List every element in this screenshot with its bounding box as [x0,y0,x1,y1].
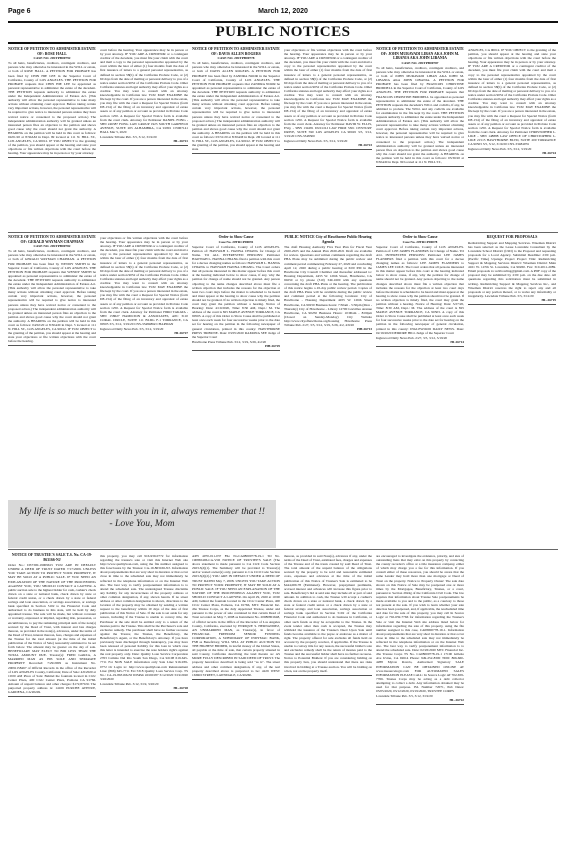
page-header [8,6,558,20]
notice-column [376,553,464,841]
section-title: PUBLIC NOTICES [215,24,351,40]
notice-column [284,553,372,841]
notice-case-number: CASE NO. 20STPB00782 [33,244,71,249]
legal-notice [284,235,372,334]
notice-title: REQUEST FOR PROPOSALS [486,235,538,239]
notice-id: HI-26714 [450,339,464,344]
legal-notice [376,47,464,167]
notice-title: Order to Show Cause [402,235,438,239]
header-rule [8,21,558,23]
notice-case-number: CASE NO. 20STPB00778 [217,56,255,61]
notice-title: NOTICE OF TRUSTEE'S SALE T.S. No. CA-19-863166-NJ [11,553,93,562]
personal-message-text: My life is so much better with you in it, always remember that !! [19,506,265,517]
legal-notice [8,235,96,346]
notice-body: court before the hearing. Your appearance may be in person or by your attorney. IF YOU ARE A CREDITOR or a contingent creditor of the decedent, you must file your claim with the court and mail a copy to the personal representative appointed by the court within the later of either (1) four months from the date of first issuance of letters to a general personal representative, as defined in section 58(b) of the California Probate Code, or (2) 60 days from the date of mailing or personal delivery to you of a notice under section 9052 of the California Probate Code. Other California statutes and legal authority may affect your rights as a creditor. You may want to consult with an attorney knowledgeable in California law. YOU MAY EXAMINE the file kept by the court. If you are a person interested in the estate, you may file with the court a Request for Special Notice (form DE-154) of the filing of an inventory and appraisal of estate assets or of any petition or account as provided in Probate Code section 1250. A Request for Special Notice form is available from the court clerk. Attorney for Petitioner DANIEL FONG - SBN 246387 FONG LAW GROUP 1925 SOUTH GARFIELD AVENUE, SUITE 205 ALHAMBRA, CA 91801 CN967141 HALL Mar 5, 2020 [100,48,188,134]
personal-message-signature: - Love You, Mom [109,518,175,529]
notice-body: ANGELES, CA 90012. IF YOU OBJECT to the granting of the petition, you should appear at the hearing and state your objections or file written objections with the court before the hearing. Your appearance may be in person or by your attorney. IF YOU ARE A CREDITOR or a contingent creditor of the decedent, you must file your claim with the court and mail a copy to the personal representative appointed by the court within the later of either (1) four months from the date of first issuance of letters to a general personal representative, as defined in section 58(b) of the California Probate Code, or (2) 60 days from the date of mailing or personal delivery to you of a notice under section 9052 of the California Probate Code. Other California statutes and legal authority may affect your rights as a creditor. You may want to consult with an attorney knowledgeable in California law. YOU MAY EXAMINE the file kept by the court. If you are a person interested in the estate, you may file with the court a Request for Special Notice (form DE-154) of the filing of an inventory and appraisal of estate assets or of any petition or account as provided in Probate Code section 1250. A Request for Special Notice form is available from the court clerk. Attorney for Petitioner CHRISTOPHER L. LIKE - SBN 148888 LAW OFFICE OF CHRISTOPHER L. LIKE 21515 HAWTHORNE BLVD, SUITE 200 TORRANCE CA 90503 3/5, 3/12, 3/19/20 CNS-3348497# [468,48,556,147]
notice-body: Superior Court of California, County of LOS ANGELES. Petition of: LEE JAMES FLANDERS for Change of Name. TO ALL INTERESTED PERSONS: Petitioner LEE JAMES FLANDERS filed a petition with this court for a decree changing names as follows: LEE JAMES FLANDERS to JAMES LEE COLE. The Court orders that all persons interested in this matter appear before this court at the hearing indicated below to show cause, if any, why the petition for change of name should not be granted. Any person objecting to the name changes described above must file a written objection that includes the reasons for the objection at least two court days before the matter is scheduled to be heard and must appear at the hearing to show cause why the petition should not be granted. If no written objection is timely filed, the court may grant the petition without a hearing. Notice of Hearing: Date: 3/27/20, Time: 8:30 AM, Dept.: M. The address of the court is 825 MAPLE AVENUE TORRANCE, CA 90503. A copy of this Order to Show Cause shall be published at least once each week for four successive weeks prior to the date set for hearing on the petition in the following newspaper of general circulation, printed in this county: INGLEWOOD DAILY NEWS. Date: 02/19/2020 DEIRDRE HILL Judge of the Superior Court [376,244,464,335]
legal-notice [100,554,188,693]
notice-column [468,235,556,495]
legal-notice [284,554,372,676]
notice-id: HH-26729 [265,343,280,348]
notice-id: HI-26723 [358,143,372,148]
notice-column [284,235,372,495]
notice-column [100,553,188,841]
legal-notice [468,48,556,158]
notice-title: NOTICE OF PETITION TO ADMINISTER ESTATE OF: ROSE HALL [8,47,96,56]
notice-publication-dates: Inglewood Daily News Pub. 3/5, 3/12, 3/19/20 [100,327,164,332]
notice-column [192,553,280,841]
personal-message-box [8,500,276,548]
row-separator-rule [8,232,558,233]
notice-column [8,235,96,495]
notice-column [8,553,96,841]
notice-body: Superior Court of California, County of LOS ANGELES. Petition of: HAWWAH L. HANNA CHIANG for Change of Name. TO ALL INTERESTED PERSONS: Petitioner HAWWAH L. HANNA CHIANG filed a petition with this court for a decree changing names as follows: HAWWAH L. HANNA CHIANG to HAWWAH HANNA CHIANG. The Court orders that all persons interested in this matter appear before this court at the hearing indicated below to show cause, if any, why the petition for change of name should not be granted. Any person objecting to the name changes described above must file a written objection that includes the reasons for the objection at least two court days before the matter is scheduled to be heard and must appear at the hearing to show cause why the petition should not be granted. If no written objection is timely filed, the court may grant the petition without a hearing. Notice of Hearing: Date: 4/10/2020, Time: 8:30 AM, Dept.: M. The address of the court is 825 MAPLE AVENUE TORRANCE, CA 90503. A copy of this Order to Show Cause shall be published at least once each week for four successive weeks prior to the date set for hearing on the petition in the following newspaper of general circulation, printed in this county: HAWTHORNE PRESS TRIBUNE. Date: 03/05/2020 RAMONA SEE Judge of the Superior Court [192,244,280,339]
notice-column [8,47,96,230]
legal-notice [376,235,464,347]
notice-title: PUBLIC NOTICE City of Hawthorne Public Hearing Agenda [284,235,372,244]
legal-notice [8,47,96,158]
page-number: Page 6 [8,8,31,15]
notice-column [100,47,188,230]
notice-publication-dates: Hawthorne Press Tribune Pub. 3/12, 3/19, 3/26, 4/2/20 [192,339,267,344]
section-rule [8,42,558,44]
notice-case-number: CASE NO. 20STPB00787 [401,60,439,65]
notice-body: To all heirs, beneficiaries, creditors, contingent creditors, and persons who may otherwise be interested in the WILL or estate, or both of ROSE HALL. A PETITION FOR PROBATE has been filed by CHIN HIE LEE in the Superior Court of California, County of LOS ANGELES. THE PETITION FOR PROBATE requests that CHIN HIE LEE be appointed as personal representative to administer the estate of the decedent. THE PETITION requests authority to administer the estate under the Independent Administration of Estates Act. (This authority will allow the personal representative to take many actions without obtaining court approval. Before taking certain very important actions, however, the personal representative will be required to give notice to interested persons unless they have waived notice or consented to the proposed action.) The independent administration authority will be granted unless an interested person files an objection to the petition and shows good cause why the court should not grant the authority. A HEARING on the petition will be held in this court as follows: 04/01/20 at 8:30AM in Dept. 99 located at 111 N. HILL ST., LOS ANGELES, CA 90012. IF YOU OBJECT to the granting of the petition, you should appear at the hearing and state your objections or file written objections with the court before the hearing. Your appearance may be in person or by your attorney. [8,61,96,156]
notice-title: NOTICE OF PETITION TO ADMINISTER ESTATE OF: JOHN MURAVADI LIBAN AKA JOHN M. LIBANIA AKA JOHN LIBANIA [376,47,464,61]
legal-notice [100,236,188,338]
notice-body: To all heirs, beneficiaries, creditors, contingent creditors, and persons who may otherwise be interested in the WILL or estate, or both of JOHN MURAVADI LIBAN AKA JOHN M. LIBANIA AKA JOHN LIBANIA. A PETITION FOR PROBATE has been filed by FRANCOIS CHRISTINE BRIDDELL in the Superior Court of California, County of LOS ANGELES. THE PETITION FOR PROBATE requests that FRANCOIS CHRISTINE BRIDDELL be appointed as personal representative to administer the estate of the decedent. THE PETITION requests the decedent's WILL and codicils, if any, be admitted to probate. The WILL and any codicils are available for examination in the file kept by the court. THE PETITION requests authority to administer the estate under the Independent Administration of Estates Act. (This authority will allow the personal representative to take many actions without obtaining court approval. Before taking certain very important actions, however, the personal representative will be required to give notice to interested persons unless they have waived notice or consented to the proposed action.) The independent administration authority will be granted unless an interested person files an objection to the petition and shows good cause why the court should not grant the authority. A HEARING on the petition will be held in this court as follows: 03/30/20 at 8:30AM in Dept. 99 located at 111 N. HILL ST., [376,65,464,165]
notice-case-number: Case No. 20TRCP00078 [402,239,438,244]
notice-case-number: CASE NO. 20STPB00792 [33,56,71,61]
notice-publication-dates: Lawndale Tribune Pub. 3/5, 3/12, 3/19/20 [100,134,157,139]
legal-notice [100,48,188,146]
notice-id: HI-26727 [174,331,188,336]
notice-id: HL-26728 [173,686,188,690]
notice-publication-dates: Lawndale Tribune Pub. 3/5, 3/12, 3/19/20 [376,694,433,699]
notice-id: HH-26713 [357,327,372,332]
notice-publication-dates: Inglewood Daily News Pub. 3/5, 3/12, 3/19/20 [468,147,532,152]
notice-body: this property, you may call 916-939-0772 for information regarding the trustee's sale or visit this Internet Web site http://www.qualityloan.com, using the file number assigned to this foreclosure by the Trustee: CA-19-863166-NJ. Information about postponements that are very short in duration or that occur close in time to the scheduled sale may not immediately be reflected in the telephone information or on the Internet Web site. The best way to verify postponement information is to attend the scheduled sale. The undersigned Trustee disclaims any liability for any incorrectness of the property address or other common designation, if any, shown herein. If no street address or other common designation is shown, directions to the location of the property may be obtained by sending a written request to the beneficiary within 10 days of the date of first publication of this Notice of Sale. If the sale is set aside for any reason, including if the Trustee is unable to convey title, the Purchaser at the sale shall be entitled only to a return of the monies paid to the Trustee. This shall be the Purchaser's sole and exclusive remedy. The purchaser shall have no further recourse against the Trustor, the Trustee, the Beneficiary, the Beneficiary's Agent, or the Beneficiary's Attorney. If you have previously been discharged through bankruptcy, you may have been released of personal liability for this loan in which case this letter is intended to exercise the note holders right's against the real property only. Date: Quality Loan Service Corporation 2763 Camino Del Rio South San Diego, CA 92108 619-645-7711 For NON SALE information only Sale Line: 916-939-0772 Or Login to: http://www.qualityloan.com Reinstatement Line: (866) 645-7711 Ext 5318 Quality Loan Service Corp. TS No.: CA-19-863166-NJ IDSPub #0160187 3/12/2020 3/19/2020 3/26/2020 [100,554,188,681]
notice-body: Redistricting Support and Mapping Services. Wiseman District has been selected as the Lease Lawndale Consultant by the Lawndale School District (LSD) to the Proposal and requesting proposals for a Local Agency. Submittal Deadline: 2:00 p.m. (Pacific Time) Upstage Project Project Title: Redistricting Support & Mapping Services District: Wiseman District Main 4161 W. 147th St. Lawndale, CA 90260. Fax: 310-2011-2089. Email proposals to: ucitbowling@gmail.com. A PDF copy of the proposal may be submitted by 2:00 p.m. on the due date. All questions regarding this solicitation must be submitted in writing. Redistricting Support & Mapping Services Inc., and Wiseman District reserves the right to reject any and all proposals or any portion thereof, or to waive any informality or irregularity. Lawndale Tribune Pub. 3/5, 3/12/20 [468,240,556,298]
notice-title: NOTICE OF PETITION TO ADMINISTER ESTATE OF: DAVIS ALLEN ROGERS [192,47,280,56]
notice-body: your objections or file written objections with the court before the hearing. Your appearance may be in person or by your attorney. IF YOU ARE A CREDITOR or a contingent creditor of the decedent, you must file your claim with the court and mail a copy to the personal representative appointed by the court within the later of either (1) four months from the date of first issuance of letters to a general personal representative, as defined in section 58(b) of the California Probate Code, or (2) 60 days from the date of mailing or personal delivery to you of a notice under section 9052 of the California Probate Code. Other California statutes and legal authority may affect your rights as a creditor. You may want to consult with an attorney knowledgeable in California law. YOU MAY EXAMINE the file kept by the court. If you are a person interested in the estate, you may file with the court a Request for Special Notice (form DE-154) of the filing of an inventory and appraisal of estate assets or of any petition or account as provided in Probate Code section 1250. A Request for Special Notice form is available from the court clerk. Attorney for Petitioner HIRO TAKATA - SBN 158627 HAMILTON & ASSOCIATES, APC 3110 CORAL CIRCLE, SUITE 111 BLDG F-1 TORRANCE, CA 90505 3/5, 3/12, 3/19/20 CNS-3348486# CHAPMAN [100,236,188,326]
notice-column [192,47,280,230]
notice-body: APN 4070-011-037 File No.CA08000778-19-1 TO No. 190865496-CA-VOI NOTICE OF TRUSTEE'S SALE (The above statement is made pursuant to CA Civil Code Section 2923.3(d)(1). The Summary will be provided to Trustor(s) and/or vested owner(s) only, pursuant to CA Civil Code Section 2923.3(d)(2).) YOU ARE IN DEFAULT UNDER A DEED OF TRUST DATED May 7, 2008. UNLESS YOU TAKE ACTION TO PROTECT YOUR PROPERTY, IT MAY BE SOLD AT A PUBLIC SALE. IF YOU NEED AN EXPLANATION OF THE NATURE OF THE PROCEEDINGS AGAINST YOU, YOU SHOULD CONTACT A LAWYER. On April 29, 2020 at 10:00 AM, behind the fountain located in the Civic Center Plaza, 400 Civic Center Plaza, Pomona, CA 91766, MTC Financial Inc. dba Trustee Corps, as the duly Appointed Trustee, under and pursuant to the power of sale contained in that certain Deed of Trust recorded on May 7, 2008 as Instrument No. 20080801648, of official records in the Office of the Recorder of Los Angeles County, California, executed by ENRIQUE S. HERNANDEZ, AN UNMARRIED MAN, as Trustor(s), in favor of FINANCIAL FREEDOM SENIOR FUNDING CORPORATION, A SUBSIDIARY OF INDYMAC BANK, FSB as Beneficiary, WILL SELL AT PUBLIC AUCTION TO THE HIGHEST BIDDER, in lawful money of the United States, all payable at the time of sale, that certain property situated in said County, California describing the land therein as: AS MORE FULLY DESCRIBED IN SAID DEED OF TRUST. The property heretofore described is being sold "as is". The street address and other common designation, if any, of the real property described above is purported to be: 4229 WEST 163RD STREET, LAWNDALE, CA 90260. [192,554,280,677]
notice-id: HL-26722 [449,698,464,703]
notice-publication-dates: Inglewood Daily News Pub. 3/5, 3/12, 3/19/20 [284,139,348,144]
notice-body: The draft Housing Authority Five Year Plan for Fiscal Year 2020-2025 and the Annual Plan 2020-2021 Draft are available for review. Questions and written comments regarding the draft PHA Plans may be submitted during the public review and comment period commencing February 27, 2020 and concluding April 12, 2020 during a public hearing at 6:00 PM in the Hawthorne City Council Chamber and thereafter addressed to: Housing Department, 4455 W. 126th Street, Hawthorne, CA 90250 or by phone (310) 349-1600 with any questions concerning the draft PHA Plans or the hearing. The publication of this notice begins a 45-day public review period. Copies of the draft PHA Plans will be available during the public review and comment period at the following locations: City of Hawthorne - Housing Department 4455 W. 126th Street Hawthorne, CA 90250 Business hours: 7:30am - 5:30pm (Mon - Thursday) City of Hawthorne - Library 12700 Grevillea Avenue Hawthorne, CA 90250 Business Hours: 10:00am - 8:00pm (Closed on Sunday-Monday) City Website http://www.cityofhawthorne.org/housing Hawthorne Press Tribune Pub. 2/27, 3/5, 3/12, 3/19, 3/26, 4/2, 4/9/20 [284,245,372,327]
notice-column [192,235,280,495]
notice-title: NOTICE OF PETITION TO ADMINISTER ESTATE OF: GERALD WAYMAN CHAPMAN [8,235,96,244]
notice-column [376,47,464,230]
legal-notice [192,235,280,351]
notice-column [468,47,556,230]
row-separator-rule [8,549,558,550]
notice-body: thereon, as provided in said Note(s), advances if any, under the terms of the Deed of Trust, estimated fees, charges and expenses of the Trustee and of the trusts created by said Deed of Trust. The total amount of the unpaid balance of the obligations secured by the property to be sold and reasonable estimated costs, expenses and advances at the time of the initial publication of this Notice of Trustee's Sale is estimated to be $444,006.78 (Estimated). However, prepayment premiums, accrued interest and advances will increase this figure prior to sale. Beneficiary's bid at said sale may include all or part of said amount. In addition to cash, the Trustee will accept a cashier's check drawn on a state or national bank, a check drawn by a state or federal credit union or a check drawn by a state or federal savings and loan association, savings association or savings bank specified in Section 5102 of the California Financial Code and authorized to do business in California, or other such funds as may be acceptable to the Trustee. In the event tender other than cash is accepted, the Trustee may withhold the issuance of the Trustee's Deed Upon Sale until funds become available to the payee or endorsee as a matter of right. The property offered for sale excludes all funds held on account by the property receiver, if applicable. If the Trustee is unable to convey title for any reason, the successful bidder's sole and exclusive remedy shall be the return of monies paid to the Trustee and the successful bidder shall have no further recourse. Notice to Potential Bidders: If you are considering bidding on this property lien, you should understand that there are risks involved in bidding at a Trustee auction. You will be bidding on a lien, not on the property itself. [284,554,372,673]
notice-publication-dates: Lawndale Tribune Pub. 3/12, 3/19, 3/26/20 [100,681,159,686]
notice-id: HI-26724 [542,151,556,156]
notice-body: Order No.: DS7300-19009615 YOU ARE IN DEFAULT UNDER A DEED OF TRUST DATED 7/17/2009. UNLESS YOU TAKE ACTION TO PROTECT YOUR PROPERTY, IT MAY BE SOLD AT A PUBLIC SALE. IF YOU NEED AN EXPLANATION OF THE NATURE OF THE PROCEEDING AGAINST YOU, YOU SHOULD CONTACT A LAWYER. A public auction sale to the highest bidder for cash, cashier's check drawn on a state or national bank, check drawn by state or federal credit union, or a check drawn by a state or federal savings and loan association, or savings association, or savings bank specified in Section 5102 to the Financial Code and authorized to do business in this state, will be held by duly appointed trustee. The sale will be made, but without covenant or warranty, expressed or implied, regarding title, possession, or encumbrances, to pay the remaining principal sum of the note(s) secured by the Deed of Trust, with interest and late charges thereon, as provided in the note(s), advances, under the terms of the Deed of Trust, interest thereon, fees, charges and expenses of the Trustee for the total amount (at the time of the initial publication of the Notice of Sale) reasonably estimated to be set forth below. The amount may be greater on the day of sale. BENEFICIARY MAY ELECT TO BID LESS THAN THE TOTAL AMOUNT DUE. Trustor(s): FRED GARZA, A MARRIED MAN AS HIS SOLE AND SEPARATE PROPERTY Recorded: 7/29/2009 as Instrument No. 20091158467 of Official Records in the office of the Recorder of LOS ANGELES County, California; Date of Sale: 4/6/2020 at 10:00 AM Place of Sale: Behind the fountain located in Civic Center Plaza, 400 Civic Center Plaza, Pomona CA 91766. Amount of unpaid balance and other charges: $172,870.91 The purported property address is: 14106 PURCHE AVENUE, GARDENA, CA 90249. [8,563,96,695]
notice-id: HL-26721 [173,139,188,144]
legal-notice [468,235,556,305]
legal-notice [284,48,372,150]
notice-body: your objections or file written objections with the court before the hearing. Your appearance may be in person or by your attorney. IF YOU ARE A CREDITOR or a contingent creditor of the decedent, you must file your claim with the court and mail a copy to the personal representative appointed by the court within the later of either (1) four months from the date of first issuance of letters to a general personal representative, as defined in section 58(b) of the California Probate Code, or (2) 60 days from the date of mailing or personal delivery to you of a notice under section 9052 of the California Probate Code. Other California statutes and legal authority may affect your rights as a creditor. You may want to consult with an attorney knowledgeable in California law. YOU MAY EXAMINE the file kept by the court. If you are a person interested in the estate, you may file with the court a Request for Special Notice (form DE-154) of the filing of an inventory and appraisal of estate assets or of any petition or account as provided in Probate Code section 1250. A Request for Special Notice form is available from the court clerk. Attorney for Petitioner DAVID W. ELLIS, ESQ. - SBN 134281 DUCOLI LAW FIRM 5301 CENTURY DRIVE, SUITE 590 LOS ANGELES CA 90045 3/5, 3/12, 3/19/20 CNS-3348300 [284,48,372,138]
notice-column [100,235,188,495]
issue-date: March 12, 2020 [258,8,308,15]
notice-publication-dates: Inglewood Daily News Pub. 2/27, 3/5, 3/12, 3/19/20 [376,335,448,340]
notice-title: Order to Show Cause [218,235,254,239]
notice-body: To all heirs, beneficiaries, creditors, contingent creditors, and persons who may otherwise be interested in the WILL or estate, or both of GERALD WAYMAN CHAPMAN. A PETITION FOR PROBATE has been filed by WENDY SMITH in the Superior Court of California, County of LOS ANGELES. THE PETITION FOR PROBATE requests that WENDY SMITH be appointed as personal representative to administer the estate of the decedent. THE PETITION requests authority to administer the estate under the Independent Administration of Estates Act. (This authority will allow the personal representative to take many actions without obtaining court approval. Before taking certain very important actions, however, the personal representative will be required to give notice to interested persons unless they have waived notice or consented to the proposed action.) The independent administration authority will be granted unless an interested person files an objection to the petition and shows good cause why the court should not grant the authority. A HEARING on the petition will be held in this court as follows: 04/02/20 at 8:30AM in Dept. 5 located at 111 N. HILL ST., LOS ANGELES, CA 90012. IF YOU OBJECT to the granting of the petition, you should appear at the hearing and state your objections or file written objections with the court before the hearing. [8,249,96,344]
notice-case-number: Case No. 20TRCP00091 [218,239,254,244]
legal-notice [192,47,280,154]
legal-notice [8,553,96,697]
notice-column [284,47,372,230]
notice-column [376,235,464,495]
notice-id: HL-26719 [541,297,556,302]
notice-body: are encouraged to investigate the existence, priority, and size of outstanding liens that may exist on this property by contacting the county recorder's office or a title insurance company, either of which may charge you a fee for this information. If you consult either of these resources, you should be aware that the same Lender may hold more than one mortgage or Deed of Trust on the property. Notice to Property Owner: The sale date shown on this Notice of Sale may be postponed one or more times by the Mortgagee, Beneficiary, Trustee, or a court, pursuant to Section 2924g of the California Civil Code. The law requires that information about Trustee Sale postponements be made available to you and to the public, as a courtesy to those not present at the sale. If you wish to learn whether your sale date has been postponed, and, if applicable, the rescheduled time and date for the sale of this property, you may call In Source Logic at 702-659-7766 for information regarding the Trustee's Sale or visit the Internet Web site address listed below for information regarding the sale of this property, using the file number assigned to this case, CA08000778-19-1. Information about postponements that are very short in duration or that occur close in time to the scheduled sale may not immediately be reflected in the telephone information or on the Internet Web site. The best way to verify postponement information is to attend the scheduled sale. Date: 02/26/2020 MTC Financial Inc. dba Trustee Corps TS No. CA08000778-19-1 17100 Gillette Ave Irvine, CA 92614 Phone: 949-252-8300 TDD: 866-660-4288 Myron Ravelo, Authorized Signatory SALE INFORMATION CAN BE OBTAINED ONLINE AT www.insourcelogic.com FOR AUTOMATED SALES INFORMATION PLEASE CALL: In Source Logic AT 702-659-7766. Trustee Corps may be acting as a debt collector attempting to collect a debt. Any information obtained may be used for that purpose. ISL Number 72071, Pub Dates: 03/05/2020, 03/12/2020, 03/19/2020, TRUSTEE CORPS [376,554,464,694]
legal-notice [376,554,464,705]
notice-body: To all heirs, beneficiaries, creditors, contingent creditors, and persons who may otherwise be interested in the WILL or estate, or both of DAVIS ALLEN ROGERS. A PETITION FOR PROBATE has been filed by ZANDRA NOOR in the Superior Court of California, County of LOS ANGELES. THE PETITION FOR PROBATE requests that ZANDRA NOOR be appointed as personal representative to administer the estate of the decedent. THE PETITION requests authority to administer the estate under the Independent Administration of Estates Act. (This authority will allow the personal representative to take many actions without obtaining court approval. Before taking certain very important actions, however, the personal representative will be required to give notice to interested persons unless they have waived notice or consented to the proposed action.) The independent administration authority will be granted unless an interested person files an objection to the petition and shows good cause why the court should not grant the authority. A HEARING on the petition will be held in this court as follows: 03/31/20 at 8:30AM in Dept. 2D located at 111 N. HILL ST., LOS ANGELES, CA 90012. IF YOU OBJECT to the granting of the petition, you should appear at the hearing and state [192,61,280,152]
legal-notice [192,554,280,680]
